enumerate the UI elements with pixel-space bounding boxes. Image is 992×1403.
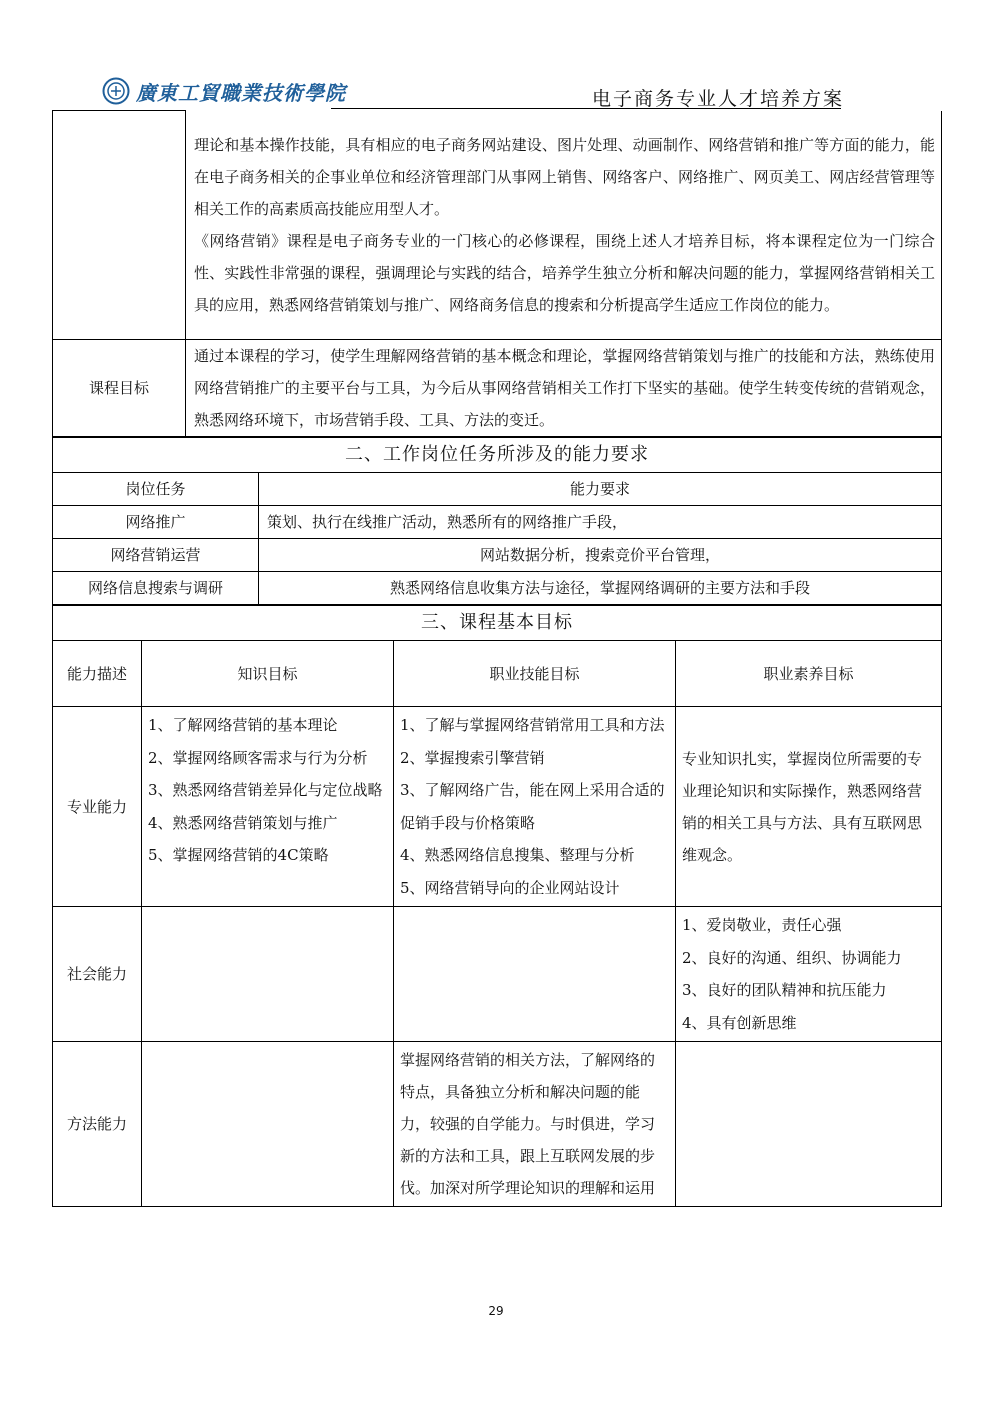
method-skill-cell: 掌握网络营销的相关方法，了解网络的特点，具备独立分析和解决问题的能力，较强的自学能力。与时俱进，学习新的方法和工具，跟上互联网发展的步伐。加深对所学理论知识的理解和运用 (394, 1042, 676, 1207)
social-ability-row (53, 907, 942, 1042)
professional-skill-cell (394, 707, 676, 907)
ability-cell: 熟悉网络信息收集方法与途径，掌握网络调研的主要方法和手段 (259, 572, 942, 605)
professional-ability-row (53, 707, 942, 907)
table-row (53, 539, 942, 572)
job-tasks-table (52, 437, 942, 605)
list-item: 3、了解网络广告，能在网上采用合适的促销手段与价格策略 (400, 781, 665, 832)
school-name: 廣東工貿職業技術學院 (136, 80, 346, 105)
table-row (53, 572, 942, 605)
list-item: 4、熟悉网络营销策划与推广 (148, 813, 338, 832)
course-goal-row (53, 340, 942, 437)
list-item: 2、掌握搜索引擎营销 (400, 748, 545, 767)
page-header (0, 0, 992, 112)
header-rule (331, 108, 841, 109)
social-ability-label: 社会能力 (53, 907, 142, 1042)
ability-cell: 网站数据分析，搜索竞价平台管理， (259, 539, 942, 572)
objectives-header-row (53, 641, 942, 707)
intro-table (52, 110, 942, 437)
list-item: 2、掌握网络顾客需求与行为分析 (148, 748, 368, 767)
list-item: 3、良好的团队精神和抗压能力 (682, 981, 887, 999)
professional-quality-cell: 专业知识扎实，掌握岗位所需要的专业理论知识和实际操作，熟悉网络营销的相关工具与方法、具有互联网思维观念。 (676, 707, 942, 907)
job-task-cell: 网络推广 (53, 506, 259, 539)
list-item: 2、良好的沟通、组织、协调能力 (682, 948, 902, 967)
intro-paragraph-1: 理论和基本操作技能，具有相应的电子商务网站建设、图片处理、动画制作、网络营销和推广等方面的能力，能在电子商务相关的企事业单位和经济管理部门从事网上销售、网络客户、网络推广、网页美工、网店经营管理等相关工作的高素质高技能应用型人才。 (194, 135, 935, 218)
intro-paragraph-2: 《网络营销》课程是电子商务专业的一门核心的必修课程，围绕上述人才培养目标，将本课程定位为一门综合性、实践性非常强的课程，强调理论与实践的结合，培养学生独立分析和解决问题的能力，掌握网络营销相关工具的应用，熟悉网络营销策划与推广、网络商务信息的搜索和分析提高学生适应工作岗位的能力。 (194, 231, 935, 314)
course-objectives-table (52, 605, 942, 1207)
method-knowledge-cell (142, 1042, 394, 1207)
social-skill-cell (394, 907, 676, 1042)
method-ability-row (53, 1042, 942, 1207)
professional-ability-label: 专业能力 (53, 707, 142, 907)
intro-label-cell (53, 111, 186, 340)
list-item: 5、网络营销导向的企业网站设计 (400, 878, 620, 897)
skill-header: 职业技能目标 (394, 641, 676, 707)
quality-header: 职业素养目标 (676, 641, 942, 707)
list-item: 1、爱岗敬业，责任心强 (682, 916, 842, 934)
course-goal-text: 通过本课程的学习，使学生理解网络营销的基本概念和理论，掌握网络营销策划与推广的技能和方法，熟练使用网络营销推广的主要平台与工具，为今后从事网络营销相关工作打下坚实的基础。使学生转变传统的营销观念，熟悉网络环境下，市场营销手段、工具、方法的变迁。 (186, 340, 942, 437)
ability-cell: 策划、执行在线推广活动，熟悉所有的网络推广手段， (259, 506, 942, 539)
school-emblem-icon (102, 77, 130, 105)
ability-col-header: 能力要求 (259, 473, 942, 506)
ability-desc-header: 能力描述 (53, 641, 142, 707)
list-item: 1、了解网络营销的基本理论 (148, 716, 338, 734)
main-table-container (52, 110, 941, 1207)
list-item: 5、掌握网络营销的4C策略 (148, 846, 329, 864)
course-goal-label: 课程目标 (53, 340, 186, 437)
section3-title: 三、课程基本目标 (53, 606, 942, 641)
job-task-cell: 网络信息搜索与调研 (53, 572, 259, 605)
method-quality-cell (676, 1042, 942, 1207)
job-tasks-header-row (53, 473, 942, 506)
social-knowledge-cell (142, 907, 394, 1042)
list-item: 1、了解与掌握网络营销常用工具和方法 (400, 716, 665, 734)
list-item: 4、熟悉网络信息搜集、整理与分析 (400, 846, 635, 864)
intro-row (53, 111, 942, 340)
job-task-cell: 网络营销运营 (53, 539, 259, 572)
list-item: 4、具有创新思维 (682, 1013, 797, 1032)
professional-knowledge-cell (142, 707, 394, 907)
list-item: 3、熟悉网络营销差异化与定位战略 (148, 781, 383, 799)
social-quality-cell (676, 907, 942, 1042)
document-title: 电子商务专业人才培养方案 (591, 88, 844, 110)
method-ability-label: 方法能力 (53, 1042, 142, 1207)
table-row (53, 506, 942, 539)
school-logo (102, 74, 346, 108)
job-task-col-header: 岗位任务 (53, 473, 259, 506)
section2-title: 二、工作岗位任务所涉及的能力要求 (53, 438, 942, 473)
page-number: 29 (488, 1304, 504, 1318)
intro-text-cell (186, 111, 942, 340)
knowledge-header: 知识目标 (142, 641, 394, 707)
